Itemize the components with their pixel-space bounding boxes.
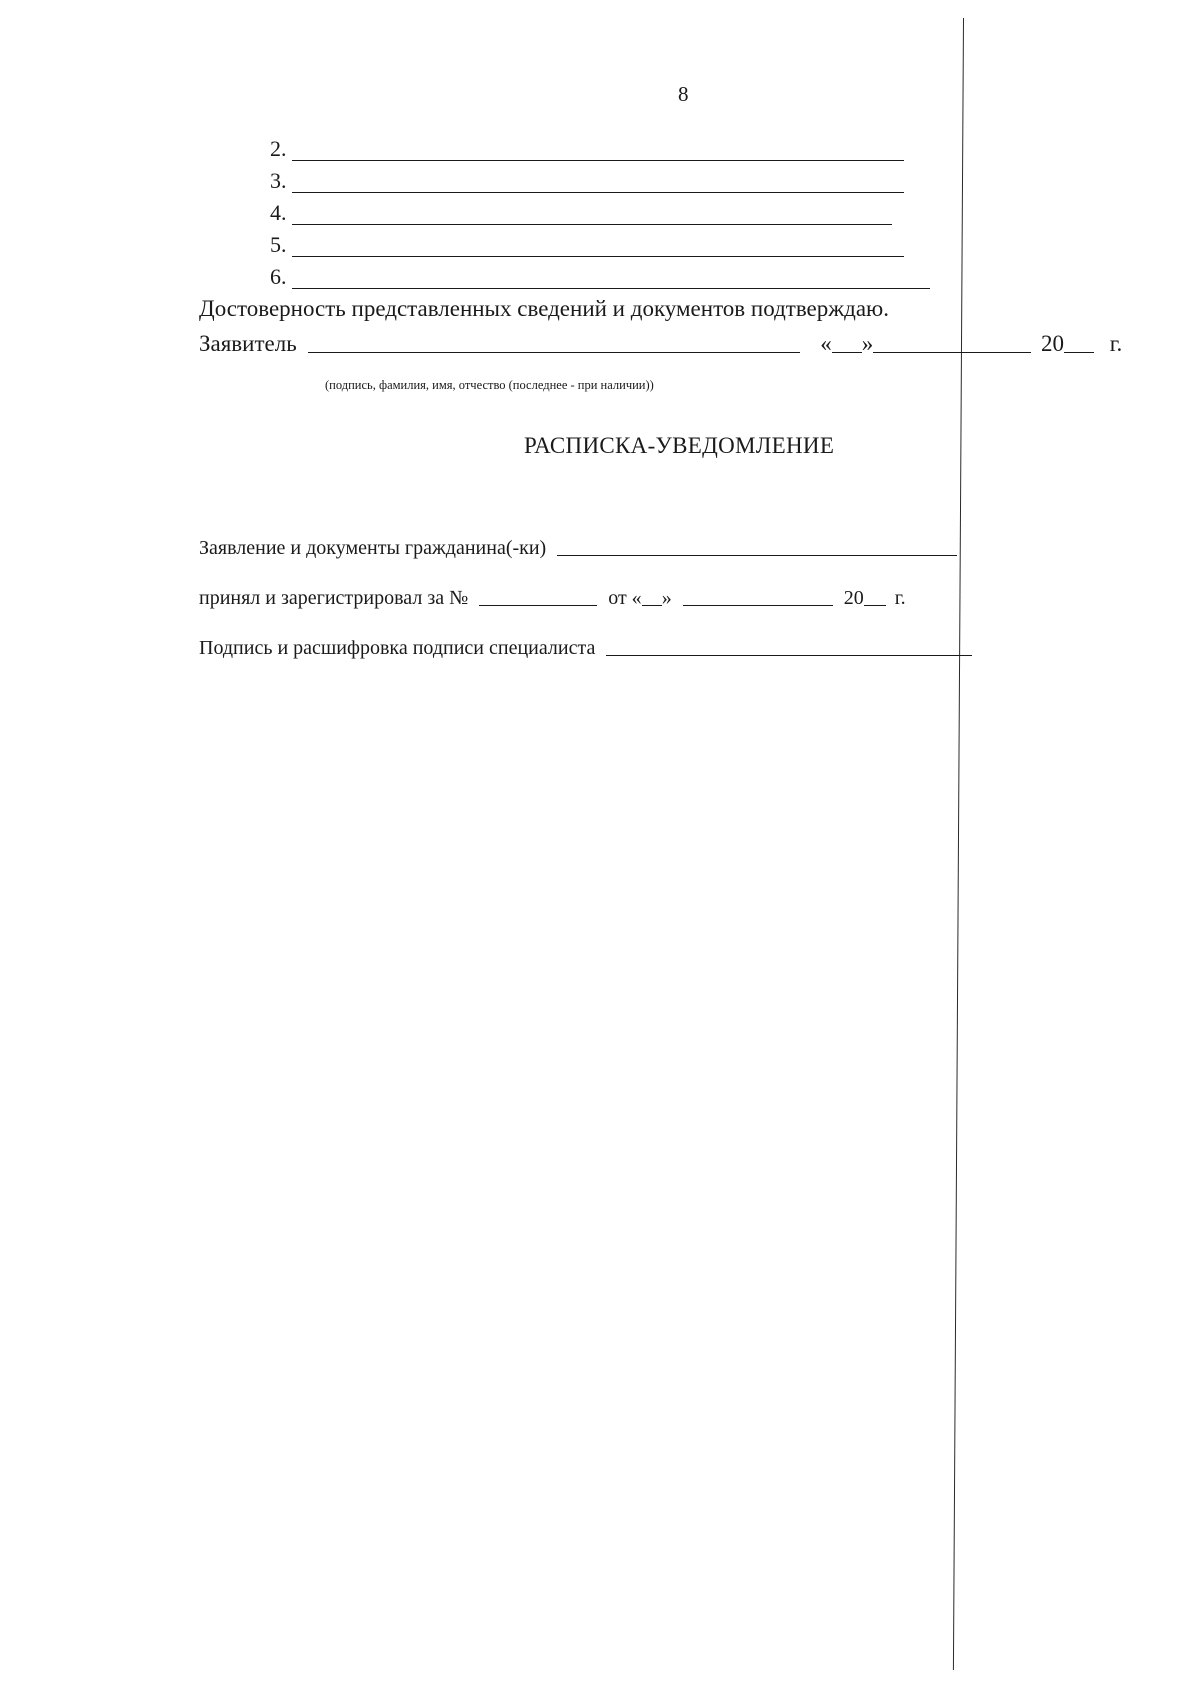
list-item-blank[interactable] <box>292 192 904 193</box>
receipt-specialist-line <box>199 635 972 660</box>
list-item-blank[interactable] <box>292 160 904 161</box>
from-label: от « <box>608 587 642 609</box>
year-blank[interactable] <box>1064 329 1094 353</box>
applicant-line <box>199 329 1122 357</box>
applicant-signature-blank[interactable] <box>308 329 800 353</box>
specialist-signature-blank[interactable] <box>606 635 972 656</box>
from-close: » <box>661 587 672 609</box>
list-item-number: 3. <box>270 168 287 193</box>
list-item-number: 2. <box>270 136 287 161</box>
documents-label: Заявление и документы гражданина(-ки) <box>199 537 547 559</box>
list-item-number: 4. <box>270 200 287 225</box>
receipt-title: РАСПИСКА-УВЕДОМЛЕНИЕ <box>524 433 835 458</box>
receipt-year-suffix: г. <box>894 587 906 609</box>
list-item-number: 5. <box>270 232 287 257</box>
receipt-registration-line <box>199 585 906 610</box>
scan-margin-line <box>953 18 964 1670</box>
citizen-name-blank[interactable] <box>557 535 957 556</box>
page-number: 8 <box>678 82 689 106</box>
year-prefix: 20 <box>1040 331 1064 356</box>
year-suffix: г. <box>1109 331 1123 356</box>
receipt-day-blank[interactable] <box>642 585 662 606</box>
applicant-label: Заявитель <box>199 331 297 356</box>
confirmation-text: Достоверность представленных сведений и документов подтверждаю. <box>199 296 889 321</box>
registration-number-blank[interactable] <box>479 585 597 606</box>
list-item-blank[interactable] <box>292 224 892 225</box>
day-blank[interactable] <box>832 329 862 353</box>
registered-label: принял и зарегистрировал за № <box>199 587 469 609</box>
receipt-year-blank[interactable] <box>864 585 886 606</box>
date-quote-close: » <box>861 331 874 356</box>
receipt-year-prefix: 20 <box>843 587 864 609</box>
specialist-label: Подпись и расшифровка подписи специалиста <box>199 637 596 659</box>
list-item-number: 6. <box>270 264 287 289</box>
list-item-blank[interactable] <box>292 288 930 289</box>
month-blank[interactable] <box>873 329 1031 353</box>
date-quote-open: « <box>820 331 832 356</box>
receipt-documents-line <box>199 535 957 560</box>
receipt-month-blank[interactable] <box>683 585 833 606</box>
list-item-blank[interactable] <box>292 256 904 257</box>
signature-caption: (подпись, фамилия, имя, отчество (последнее - при наличии)) <box>325 378 654 392</box>
